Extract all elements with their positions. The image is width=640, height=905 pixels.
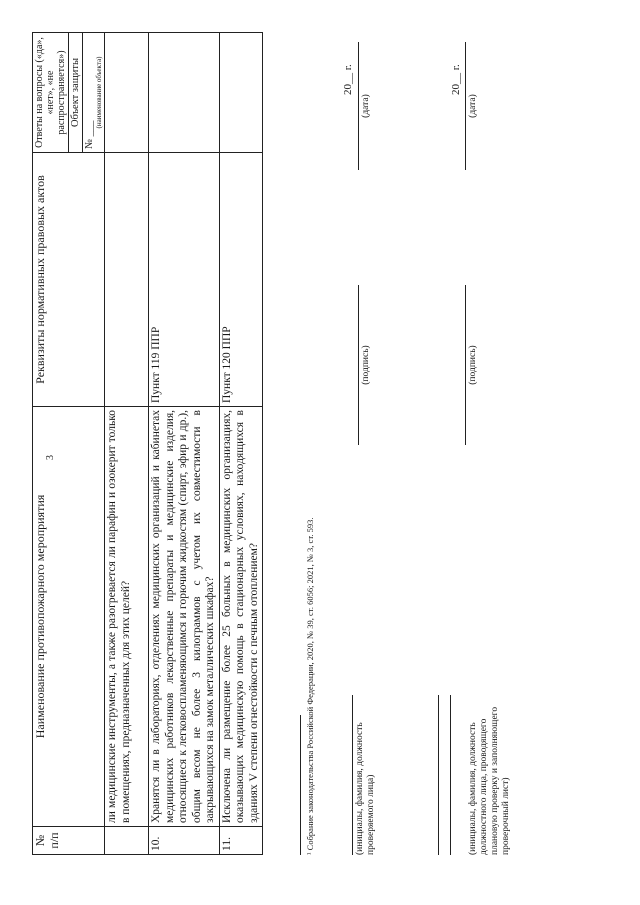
signature-line-date bbox=[358, 42, 359, 170]
table-row bbox=[219, 33, 263, 855]
header-object-name: (наименование объекта) bbox=[95, 56, 103, 129]
header-reference: Реквизиты нормативных правовых актов bbox=[33, 153, 105, 407]
header-num: № п/п bbox=[33, 827, 105, 855]
footnote: ¹ Собрание законодательства Российской Федерации, 2020, № 39, ст. 6056; 2021, № 3, ст. 593. bbox=[305, 517, 315, 855]
row-num bbox=[105, 827, 149, 855]
header-object-cell bbox=[83, 33, 105, 153]
signature-caption: (подпись) bbox=[468, 345, 478, 385]
row-answer bbox=[149, 33, 220, 153]
row-measure: Исключена ли размещение более 25 больных в медицинских организациях, оказывающих медицинскую помощь в стационарных условиях, находящихся в зданиях V степени огнестойкости с печным отоплением? bbox=[219, 407, 263, 827]
date-year: 20__ г. bbox=[450, 64, 462, 95]
row-reference: Пункт 119 ППР bbox=[149, 153, 220, 407]
footnote-divider bbox=[300, 715, 301, 855]
signature-caption: (подпись) bbox=[361, 345, 371, 385]
row-num: 10. bbox=[149, 827, 220, 855]
header-measure: Наименование противопожарного мероприятия bbox=[33, 407, 105, 827]
signature-line-name bbox=[352, 695, 353, 855]
row-reference bbox=[105, 153, 149, 407]
header-object-no: № ___ bbox=[84, 120, 95, 149]
row-answer bbox=[105, 33, 149, 153]
page-number: 3 bbox=[45, 455, 56, 460]
row-measure: ли медицинские инструменты, а также разогревается ли парафин и озокерит только в помещениях, предназначенных для этих целей? bbox=[105, 407, 149, 827]
row-answer bbox=[219, 33, 263, 153]
row-reference: Пункт 120 ППР bbox=[219, 153, 263, 407]
signature-line-sign bbox=[465, 285, 466, 445]
signature-role-caption: (инициалы, фамилия, должность проверяемого лица) bbox=[355, 722, 376, 855]
signature-line-name bbox=[438, 695, 439, 855]
date-caption: (дата) bbox=[468, 94, 478, 118]
table-row bbox=[105, 33, 149, 855]
header-answers: Ответы на вопросы («да», «нет», «не распространяется») bbox=[33, 33, 69, 153]
signature-line-sign bbox=[358, 285, 359, 445]
date-caption: (дата) bbox=[361, 94, 371, 118]
signature-line-date bbox=[465, 42, 466, 170]
row-num: 11. bbox=[219, 827, 263, 855]
signature-role-caption: (инициалы, фамилия, должность должностного лица, проводящего плановую проверку и заполняющего проверочный лист) bbox=[468, 706, 511, 855]
row-measure: Хранятся ли в лабораториях, отделениях медицинских организаций и кабинетах медицинских работников лекарственные препараты и медицинские изделия, относящиеся к легковоспламеняющимся и горючим жидкостям (спирт, эфир и др.), общим весом не более 3 килограммов с учетом их совместимости в закрывающихся на замок металлических шкафах? bbox=[149, 407, 220, 827]
table-header-row bbox=[33, 33, 69, 855]
signature-line-name bbox=[450, 695, 451, 855]
checklist-table bbox=[32, 32, 263, 855]
date-year: 20__ г. bbox=[342, 64, 354, 95]
header-object-label: Объект защиты bbox=[69, 33, 83, 153]
table-row bbox=[149, 33, 220, 855]
